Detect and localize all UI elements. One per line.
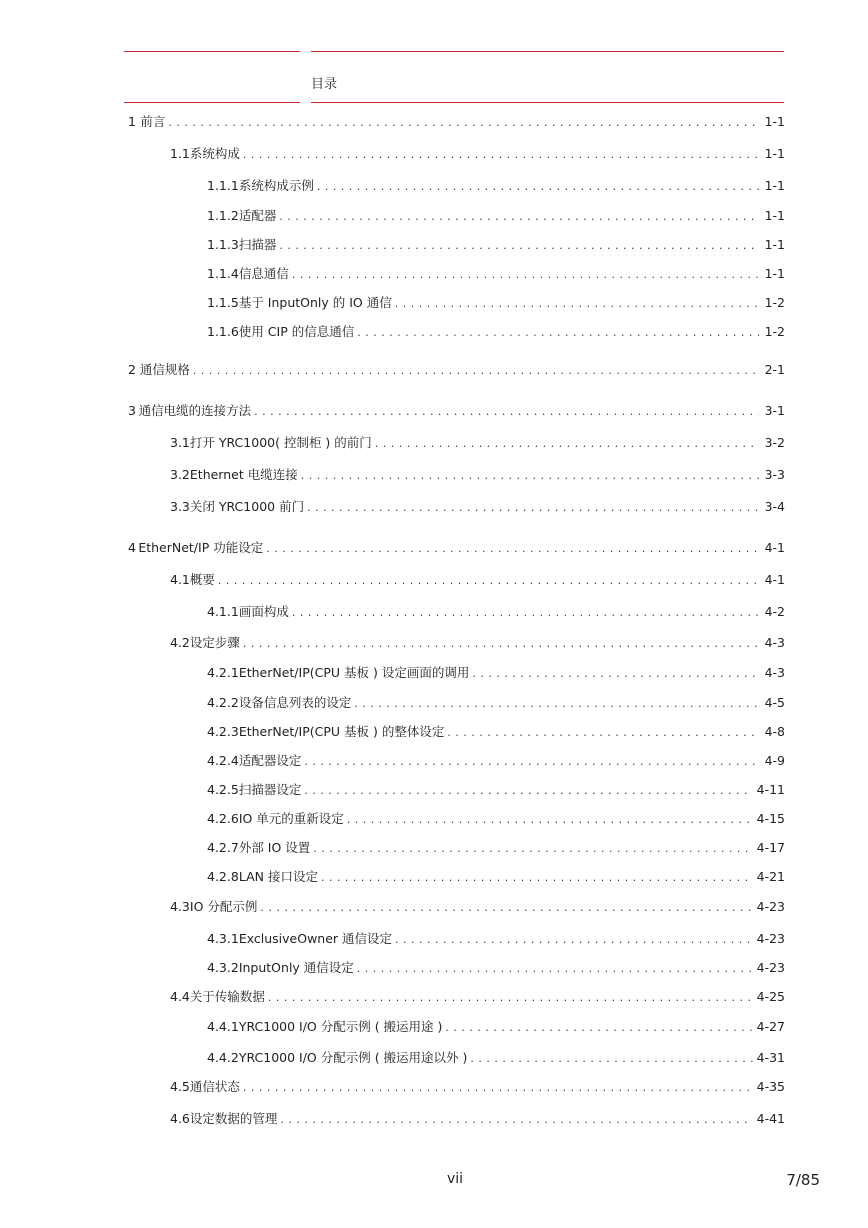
toc-entry-page: 4-23 (756, 899, 785, 914)
toc-entry-title: IO 单元的重新设定 (238, 811, 344, 826)
toc-leader-dots (357, 324, 759, 342)
toc-entry[interactable] (170, 145, 785, 163)
toc-entry-page: 1-1 (764, 266, 785, 281)
toc-entry[interactable] (207, 959, 785, 977)
toc-entry[interactable] (170, 1110, 785, 1128)
toc-entry-number: 1.1.4 (207, 266, 239, 281)
toc-entry-page: 2-1 (764, 362, 785, 377)
toc-entry-page: 4-23 (756, 931, 785, 946)
toc-entry-title: 适配器设定 (238, 753, 302, 768)
toc-entry-title: EtherNet/IP(CPU 基板 ) 的整体设定 (238, 724, 445, 739)
toc-entry[interactable] (170, 988, 785, 1006)
toc-entry-title: 使用 CIP 的信息通信 (238, 324, 355, 339)
toc-leader-dots (280, 1111, 752, 1129)
toc-entry-page: 4-25 (756, 989, 785, 1004)
toc-entry-title: 前言 (140, 114, 166, 129)
toc-leader-dots (395, 931, 753, 949)
toc-entry-page: 4-1 (764, 572, 785, 587)
toc-entry[interactable] (128, 402, 785, 420)
toc-entry[interactable] (170, 466, 785, 484)
toc-leader-dots (304, 782, 752, 800)
toc-entry[interactable] (207, 781, 785, 799)
toc-entry-number: 3.2 (170, 467, 190, 482)
toc-entry-page: 4-1 (764, 540, 785, 555)
toc-entry-page: 4-3 (764, 665, 785, 680)
toc-entry-page: 4-8 (764, 724, 785, 739)
toc-leader-dots (254, 403, 759, 421)
toc-entry-number: 4.1 (170, 572, 190, 587)
toc-entry[interactable] (128, 539, 785, 557)
toc-entry[interactable] (170, 571, 785, 589)
toc-entry[interactable] (207, 839, 785, 857)
toc-entry-title: 设定步骤 (189, 635, 240, 650)
toc-entry-title: EtherNet/IP 功能设定 (138, 540, 264, 555)
toc-leader-dots (375, 435, 759, 453)
toc-leader-dots (218, 572, 759, 590)
toc-leader-dots (354, 695, 759, 713)
toc-entry[interactable] (207, 1049, 785, 1067)
page-counter: 7/85 (786, 1171, 820, 1189)
toc-entry-number: 4.2.5 (207, 782, 239, 797)
toc-entry-title: YRC1000 I/O 分配示例 ( 搬运用途以外 ) (238, 1050, 468, 1065)
toc-leader-dots (266, 540, 759, 558)
toc-entry-number: 1.1.2 (207, 208, 239, 223)
toc-entry[interactable] (207, 236, 785, 254)
page-number-roman: vii (446, 1171, 464, 1187)
toc-entry-page: 4-11 (756, 782, 785, 797)
toc-entry-title: 画面构成 (238, 604, 289, 619)
toc-entry-number: 2 (128, 362, 136, 377)
toc-entry-page: 1-1 (764, 178, 785, 193)
toc-entry-title: 设备信息列表的设定 (238, 695, 352, 710)
toc-entry-number: 4.2.7 (207, 840, 239, 855)
toc-entry-title: 基于 InputOnly 的 IO 通信 (238, 295, 392, 310)
toc-entry-page: 4-2 (764, 604, 785, 619)
toc-entry-page: 1-1 (764, 114, 785, 129)
toc-leader-dots (193, 362, 759, 380)
toc-entry[interactable] (128, 113, 785, 131)
toc-entry-title: Ethernet 电缆连接 (189, 467, 298, 482)
toc-entry-number: 1 (128, 114, 136, 129)
toc-entry-page: 4-21 (756, 869, 785, 884)
page-title: 目录 (311, 77, 338, 92)
toc-entry[interactable] (207, 1018, 785, 1036)
toc-entry-number: 3.3 (170, 499, 190, 514)
toc-entry-number: 4.2.8 (207, 869, 239, 884)
toc-entry-title: 信息通信 (238, 266, 289, 281)
toc-entry-number: 1.1 (170, 146, 190, 161)
toc-entry-page: 4-41 (756, 1111, 785, 1126)
toc-entry-number: 1.1.3 (207, 237, 239, 252)
toc-entry-page: 4-35 (756, 1079, 785, 1094)
toc-entry-title: ExclusiveOwner 通信设定 (238, 931, 393, 946)
toc-entry-page: 4-31 (756, 1050, 785, 1065)
toc-leader-dots (268, 989, 753, 1007)
toc-entry-title: IO 分配示例 (189, 899, 258, 914)
toc-entry[interactable] (170, 634, 785, 652)
toc-entry[interactable] (207, 603, 785, 621)
toc-leader-dots (292, 266, 759, 284)
toc-entry[interactable] (207, 930, 785, 948)
toc-entry[interactable] (207, 664, 785, 682)
toc-entry-title: 系统构成示例 (238, 178, 314, 193)
toc-entry-number: 4.2.6 (207, 811, 239, 826)
toc-leader-dots (321, 869, 753, 887)
toc-entry[interactable] (207, 868, 785, 886)
toc-entry-page: 4-17 (756, 840, 785, 855)
toc-leader-dots (243, 1079, 753, 1097)
toc-entry[interactable] (207, 323, 785, 341)
toc-leader-dots (307, 499, 759, 517)
toc-entry-page: 4-27 (756, 1019, 785, 1034)
toc-entry-number: 4.1.1 (207, 604, 239, 619)
header-rule-top-right (311, 51, 784, 52)
toc-entry-title: YRC1000 I/O 分配示例 ( 搬运用途 ) (238, 1019, 443, 1034)
toc-entry-page: 1-2 (764, 295, 785, 310)
toc-leader-dots (395, 295, 759, 313)
toc-entry-number: 4.2.2 (207, 695, 239, 710)
toc-entry[interactable] (207, 752, 785, 770)
toc-entry-title: LAN 接口设定 (238, 869, 318, 884)
toc-leader-dots (470, 1050, 752, 1068)
header-rule-top-left (124, 51, 300, 52)
toc-entry-title: 通信状态 (189, 1079, 240, 1094)
toc-entry-page: 4-23 (756, 960, 785, 975)
toc-entry[interactable] (128, 361, 785, 379)
toc-entry-page: 1-1 (764, 208, 785, 223)
toc-leader-dots (304, 753, 759, 771)
toc-entry-title: 扫描器 (238, 237, 277, 252)
toc-entry-title: 外部 IO 设置 (238, 840, 311, 855)
toc-entry[interactable] (207, 810, 785, 828)
toc-entry-page: 3-3 (764, 467, 785, 482)
toc-entry-number: 4.2.3 (207, 724, 239, 739)
toc-entry-number: 1.1.5 (207, 295, 239, 310)
toc-entry-number: 4.4.2 (207, 1050, 239, 1065)
toc-entry-number: 4.2.4 (207, 753, 239, 768)
toc-entry-title: 关闭 YRC1000 前门 (189, 499, 305, 514)
toc-leader-dots (317, 178, 759, 196)
toc-entry[interactable] (207, 294, 785, 312)
toc-leader-dots (357, 960, 753, 978)
toc-leader-dots (447, 724, 759, 742)
toc-leader-dots (279, 237, 759, 255)
toc-entry-page: 4-3 (764, 635, 785, 650)
toc-entry-number: 4 (128, 540, 136, 555)
toc-entry-page: 3-2 (764, 435, 785, 450)
toc-entry-number: 3 (128, 403, 136, 418)
toc-leader-dots (168, 114, 759, 132)
toc-entry-title: 打开 YRC1000( 控制柜 ) 的前门 (189, 435, 372, 450)
toc-leader-dots (347, 811, 753, 829)
toc-entry-number: 4.4 (170, 989, 190, 1004)
toc-entry[interactable] (170, 498, 785, 516)
toc-entry-number: 4.5 (170, 1079, 190, 1094)
toc-entry-title: 通信规格 (139, 362, 190, 377)
toc-entry-number: 3.1 (170, 435, 190, 450)
toc-entry-number: 4.6 (170, 1111, 190, 1126)
toc-entry-page: 1-1 (764, 237, 785, 252)
toc-leader-dots (279, 208, 759, 226)
toc-entry-number: 4.2 (170, 635, 190, 650)
toc-entry[interactable] (207, 207, 785, 225)
toc-entry-title: 设定数据的管理 (189, 1111, 278, 1126)
toc-leader-dots (445, 1019, 752, 1037)
toc-leader-dots (301, 467, 759, 485)
toc-entry-title: 适配器 (238, 208, 277, 223)
header-rule-bottom-right (311, 102, 784, 103)
toc-entry-number: 4.4.1 (207, 1019, 239, 1034)
toc-entry-number: 4.3.2 (207, 960, 239, 975)
toc-entry[interactable] (207, 694, 785, 712)
toc-entry-title: 关于传输数据 (189, 989, 265, 1004)
toc-leader-dots (472, 665, 759, 683)
toc-entry-title: EtherNet/IP(CPU 基板 ) 设定画面的调用 (238, 665, 470, 680)
toc-entry-title: 通信电缆的连接方法 (138, 403, 252, 418)
toc-entry-page: 1-1 (764, 146, 785, 161)
toc-entry[interactable] (207, 723, 785, 741)
toc-entry-title: InputOnly 通信设定 (238, 960, 354, 975)
toc-entry-title: 扫描器设定 (238, 782, 302, 797)
toc-entry-number: 4.2.1 (207, 665, 239, 680)
toc-entry-page: 4-9 (764, 753, 785, 768)
header-rule-bottom-left (124, 102, 300, 103)
toc-entry-number: 4.3 (170, 899, 190, 914)
toc-entry[interactable] (170, 898, 785, 916)
toc-leader-dots (313, 840, 752, 858)
toc-entry-number: 1.1.1 (207, 178, 239, 193)
toc-entry-page: 3-1 (764, 403, 785, 418)
toc-entry[interactable] (207, 265, 785, 283)
toc-entry-title: 系统构成 (189, 146, 240, 161)
toc-entry-number: 1.1.6 (207, 324, 239, 339)
toc-leader-dots (243, 635, 759, 653)
toc-leader-dots (243, 146, 759, 164)
toc-entry-page: 3-4 (764, 499, 785, 514)
toc-entry[interactable] (170, 434, 785, 452)
toc-entry-title: 概要 (189, 572, 215, 587)
toc-entry-page: 4-15 (756, 811, 785, 826)
toc-leader-dots (292, 604, 759, 622)
toc-entry-page: 1-2 (764, 324, 785, 339)
toc-entry[interactable] (170, 1078, 785, 1096)
toc-entry[interactable] (207, 177, 785, 195)
toc-leader-dots (260, 899, 752, 917)
toc-entry-number: 4.3.1 (207, 931, 239, 946)
toc-entry-page: 4-5 (764, 695, 785, 710)
